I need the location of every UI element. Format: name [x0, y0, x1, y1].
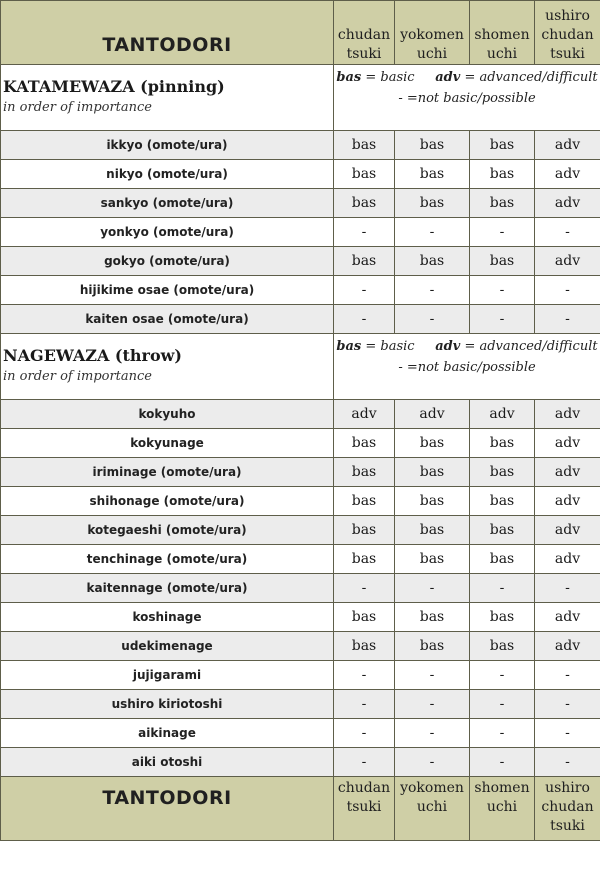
technique-name: nikyo (omote/ura) — [1, 160, 334, 189]
technique-name: ushiro kiriotoshi — [1, 690, 334, 719]
column-header — [334, 777, 395, 841]
rating-cell: - — [334, 690, 395, 719]
column-header-line: chudan — [541, 27, 594, 43]
table-row — [1, 516, 600, 545]
rating-cell: - — [334, 305, 395, 334]
table-row — [1, 189, 600, 218]
column-header — [395, 777, 470, 841]
technique-name: shihonage (omote/ura) — [1, 487, 334, 516]
column-header-line: ushiro — [545, 780, 590, 796]
rating-cell: bas — [470, 632, 535, 661]
rating-cell: - — [470, 719, 535, 748]
rating-cell: - — [334, 661, 395, 690]
table-row — [1, 458, 600, 487]
rating-cell: adv — [535, 458, 600, 487]
technique-name: kokyuho — [1, 400, 334, 429]
rating-cell: - — [535, 748, 600, 777]
column-header-line: shomen — [474, 780, 530, 796]
rating-cell: adv — [535, 189, 600, 218]
technique-name: yonkyo (omote/ura) — [1, 218, 334, 247]
rating-cell: - — [535, 218, 600, 247]
column-header — [535, 1, 600, 65]
column-header-line: tsuki — [550, 46, 585, 62]
section-title: NAGEWAZA (throw) — [3, 346, 182, 365]
table-row — [1, 429, 600, 458]
legend-cell — [334, 334, 600, 400]
technique-name: kaiten osae (omote/ura) — [1, 305, 334, 334]
column-header-line: chudan — [337, 780, 391, 796]
table-row — [1, 719, 600, 748]
table-row — [1, 574, 600, 603]
section-title: KATAMEWAZA (pinning) — [3, 77, 225, 96]
rating-cell: - — [470, 305, 535, 334]
technique-name: sankyo (omote/ura) — [1, 189, 334, 218]
column-header-line: uchi — [416, 799, 448, 815]
rating-cell: bas — [470, 189, 535, 218]
rating-cell: bas — [470, 131, 535, 160]
technique-name: iriminage (omote/ura) — [1, 458, 334, 487]
rating-cell: bas — [470, 160, 535, 189]
legend-bas-text: = basic — [361, 70, 415, 85]
table-row — [1, 218, 600, 247]
column-header-line: tsuki — [550, 818, 585, 834]
rating-cell: - — [334, 574, 395, 603]
rating-cell: bas — [470, 429, 535, 458]
rating-cell: - — [535, 574, 600, 603]
rating-cell: bas — [395, 545, 470, 574]
technique-name: jujigarami — [1, 661, 334, 690]
column-header — [395, 1, 470, 65]
rating-cell: adv — [334, 400, 395, 429]
technique-name: gokyo (omote/ura) — [1, 247, 334, 276]
rating-cell: - — [395, 574, 470, 603]
rating-cell: bas — [395, 487, 470, 516]
rating-cell: adv — [535, 487, 600, 516]
section-title-cell — [1, 65, 334, 131]
legend-dash-text: - =not basic/possible — [398, 360, 536, 375]
rating-cell: adv — [535, 632, 600, 661]
rating-cell: - — [395, 748, 470, 777]
rating-cell: - — [470, 276, 535, 305]
rating-cell: - — [395, 276, 470, 305]
rating-cell: - — [535, 719, 600, 748]
column-header-line: chudan — [337, 27, 391, 43]
rating-cell: bas — [334, 545, 395, 574]
legend-bas-key: bas — [336, 70, 362, 85]
rating-cell: bas — [395, 131, 470, 160]
rating-cell: adv — [535, 516, 600, 545]
legend-bas-key: bas — [336, 339, 362, 354]
rating-cell: adv — [535, 400, 600, 429]
rating-cell: - — [470, 218, 535, 247]
rating-cell: adv — [535, 247, 600, 276]
rating-cell: adv — [470, 400, 535, 429]
legend-dash-text: - =not basic/possible — [398, 91, 536, 106]
technique-name: kaitennage (omote/ura) — [1, 574, 334, 603]
rating-cell: - — [535, 276, 600, 305]
table-body — [1, 1, 600, 841]
table-row — [1, 690, 600, 719]
rating-cell: - — [334, 748, 395, 777]
rating-cell: bas — [395, 603, 470, 632]
section-header-row — [1, 334, 600, 400]
rating-cell: - — [395, 661, 470, 690]
column-header-line: shomen — [474, 27, 530, 43]
technique-name: ikkyo (omote/ura) — [1, 131, 334, 160]
rating-cell: adv — [395, 400, 470, 429]
rating-cell: adv — [535, 545, 600, 574]
technique-name: kotegaeshi (omote/ura) — [1, 516, 334, 545]
rating-cell: bas — [334, 632, 395, 661]
technique-name: tenchinage (omote/ura) — [1, 545, 334, 574]
rating-cell: - — [470, 690, 535, 719]
rating-cell: adv — [535, 160, 600, 189]
rating-cell: bas — [395, 632, 470, 661]
rating-cell: - — [395, 305, 470, 334]
rating-cell: bas — [334, 458, 395, 487]
technique-name: kokyunage — [1, 429, 334, 458]
rating-cell: bas — [470, 603, 535, 632]
column-header-line: uchi — [486, 46, 518, 62]
rating-cell: bas — [470, 516, 535, 545]
rating-cell: bas — [395, 429, 470, 458]
column-header — [470, 777, 535, 841]
section-subtitle: in order of importance — [3, 100, 153, 115]
rating-cell: - — [395, 218, 470, 247]
column-header-line: ushiro — [545, 8, 590, 24]
table-row — [1, 131, 600, 160]
rating-cell: - — [535, 661, 600, 690]
rating-cell: - — [470, 574, 535, 603]
rating-cell: bas — [334, 516, 395, 545]
legend-cell — [334, 65, 600, 131]
table-row — [1, 276, 600, 305]
column-header — [470, 1, 535, 65]
rating-cell: - — [334, 218, 395, 247]
table-row — [1, 247, 600, 276]
section-title-cell — [1, 334, 334, 400]
technique-name: hijikime osae (omote/ura) — [1, 276, 334, 305]
rating-cell: bas — [334, 487, 395, 516]
rating-cell: - — [395, 690, 470, 719]
column-header-line: yokomen — [400, 780, 464, 796]
column-header-line: uchi — [416, 46, 448, 62]
legend-adv-text: = advanced/difficult — [460, 70, 598, 85]
rating-cell: bas — [470, 545, 535, 574]
legend-adv-key: adv — [435, 70, 461, 85]
table-row — [1, 545, 600, 574]
rating-cell: bas — [334, 429, 395, 458]
rating-cell: bas — [395, 458, 470, 487]
column-header — [334, 1, 395, 65]
header-row-top — [1, 1, 600, 65]
technique-name: aiki otoshi — [1, 748, 334, 777]
rating-cell: adv — [535, 131, 600, 160]
rating-cell: - — [334, 719, 395, 748]
column-header-line: yokomen — [400, 27, 464, 43]
rating-cell: bas — [470, 247, 535, 276]
column-header — [535, 777, 600, 841]
rating-cell: bas — [334, 189, 395, 218]
rating-cell: - — [395, 719, 470, 748]
rating-cell: bas — [395, 247, 470, 276]
legend-bas-text: = basic — [361, 339, 415, 354]
rating-cell: bas — [334, 160, 395, 189]
column-header-line: uchi — [486, 799, 518, 815]
section-subtitle: in order of importance — [3, 369, 153, 384]
column-header-line: chudan — [541, 799, 594, 815]
rating-cell: - — [334, 276, 395, 305]
technique-name: udekimenage — [1, 632, 334, 661]
table-title: TANTODORI — [1, 777, 334, 841]
rating-cell: bas — [395, 160, 470, 189]
table-row — [1, 487, 600, 516]
rating-cell: bas — [470, 487, 535, 516]
table-row — [1, 160, 600, 189]
table-row — [1, 632, 600, 661]
table-title: TANTODORI — [1, 1, 334, 65]
header-row-bot — [1, 777, 600, 841]
rating-cell: - — [535, 305, 600, 334]
table-row — [1, 400, 600, 429]
rating-cell: bas — [470, 458, 535, 487]
rating-cell: bas — [395, 189, 470, 218]
table-row — [1, 305, 600, 334]
rating-cell: bas — [395, 516, 470, 545]
technique-name: koshinage — [1, 603, 334, 632]
rating-cell: adv — [535, 603, 600, 632]
table-row — [1, 748, 600, 777]
rating-cell: - — [470, 661, 535, 690]
rating-cell: bas — [334, 247, 395, 276]
technique-name: aikinage — [1, 719, 334, 748]
rating-cell: adv — [535, 429, 600, 458]
column-header-line: tsuki — [346, 799, 382, 815]
column-header-line: tsuki — [346, 46, 382, 62]
legend-adv-text: = advanced/difficult — [460, 339, 598, 354]
legend-adv-key: adv — [435, 339, 461, 354]
table-row — [1, 661, 600, 690]
rating-cell: bas — [334, 131, 395, 160]
section-header-row — [1, 65, 600, 131]
rating-cell: - — [535, 690, 600, 719]
table-row — [1, 603, 600, 632]
rating-cell: bas — [334, 603, 395, 632]
rating-cell: - — [470, 748, 535, 777]
